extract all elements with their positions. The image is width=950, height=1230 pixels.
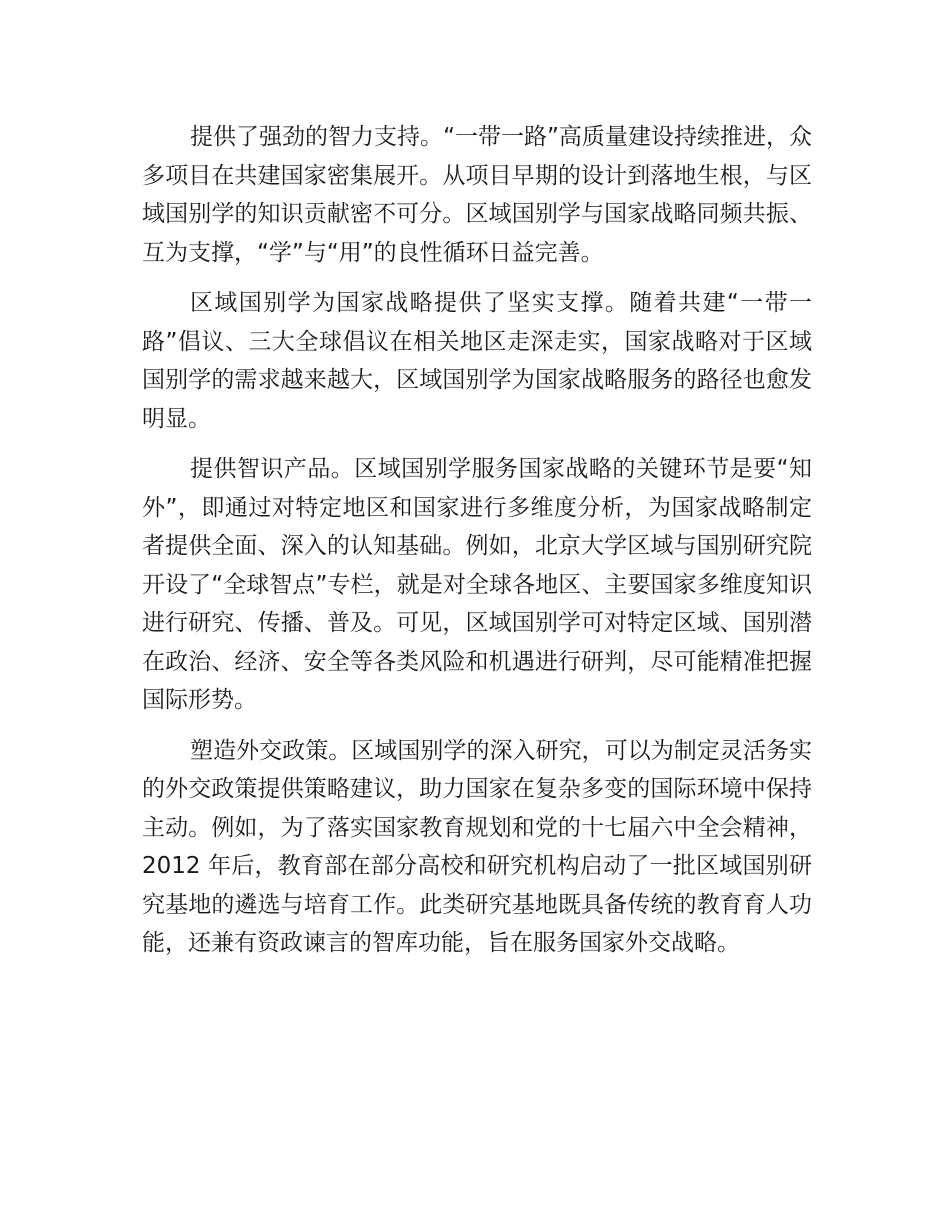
paragraph: 区域国别学为国家战略提供了坚实支撑。随着共建“一带一路”倡议、三大全球倡议在相关地区走深走实，国家战略对于区域国别学的需求越来越大，区域国别学为国家战略服务的路径也愈发明显。	[142, 290, 812, 432]
paragraph: 提供智识产品。区域国别学服务国家战略的关键环节是要“知外”，即通过对特定地区和国家进行多维度分析，为国家战略制定者提供全面、深入的认知基础。例如，北京大学区域与国别研究院开设了“全球智点”专栏，就是对全球各地区、主要国家多维度知识进行研究、传播、普及。可见，区域国别学可对特定区域、国别潜在政治、经济、安全等各类风险和机遇进行研判，尽可能精准把握国际形势。	[142, 456, 812, 713]
document-page	[142, 118, 812, 975]
paragraph: 提供了强劲的智力支持。“一带一路”高质量建设持续推进，众多项目在共建国家密集展开。从项目早期的设计到落地生根，与区域国别学的知识贡献密不可分。区域国别学与国家战略同频共振、互为支撑，“学”与“用”的良性循环日益完善。	[142, 124, 812, 266]
paragraph: 塑造外交政策。区域国别学的深入研究，可以为制定灵活务实的外交政策提供策略建议，助力国家在复杂多变的国际环境中保持主动。例如，为了落实国家教育规划和党的十七届六中全会精神，2012 年后，教育部在部分高校和研究机构启动了一批区域国别研究基地的遴选与培育工作。此类研究基地既具备传统的教育育人功能，还兼有资政谏言的智库功能，旨在服务国家外交战略。	[142, 737, 812, 956]
